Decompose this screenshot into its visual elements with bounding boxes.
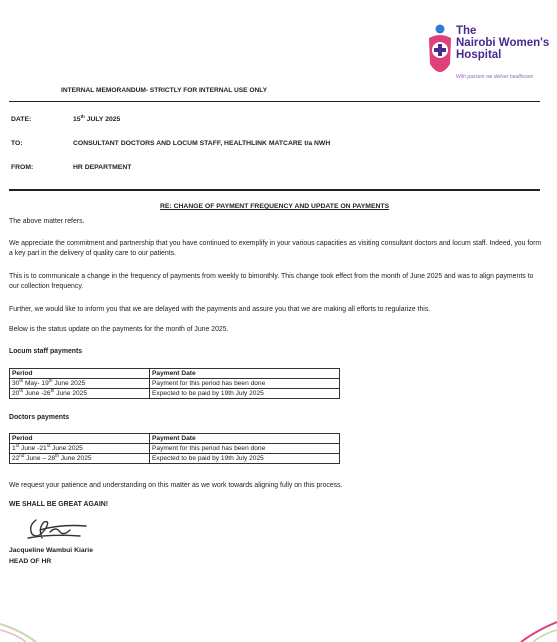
from-value: HR DEPARTMENT <box>73 164 132 171</box>
closing-paragraph: We request your patience and understanding on this matter as we work towards aligning fully on this process. <box>9 482 343 489</box>
date-label: DATE: <box>11 116 32 123</box>
logo-line-1: The <box>456 25 477 37</box>
payment-date-cell: Payment for this period has been done <box>150 379 340 389</box>
from-divider <box>9 189 540 191</box>
payment-date-cell: Expected to be paid by 19th July 2025 <box>150 454 340 464</box>
doctors-section-title: Doctors payments <box>9 414 70 421</box>
paragraph-5: Below is the status update on the payments for the month of June 2025. <box>9 326 229 333</box>
table-header-row <box>10 434 340 444</box>
table-row <box>10 454 340 464</box>
period-cell: 22nd June – 28th June 2025 <box>10 454 150 464</box>
table-header-row <box>10 369 340 379</box>
period-cell: 20th June -26th June 2025 <box>10 389 150 399</box>
column-header-period: Period <box>10 369 150 379</box>
header-divider <box>9 101 540 102</box>
paragraph-1: The above matter refers. <box>9 218 85 225</box>
to-value: CONSULTANT DOCTORS AND LOCUM STAFF, HEALTHLINK MATCARE t/a NWH <box>73 140 331 147</box>
footer-swoosh-right <box>497 618 557 642</box>
locum-payments-table <box>9 368 340 399</box>
period-cell: 1st June -21st June 2025 <box>10 444 150 454</box>
paragraph-4: Further, we would like to inform you that we are delayed with the payments and assure you that we are making all efforts to regularize this. <box>9 306 431 313</box>
logo-line-3: Hospital <box>456 49 502 61</box>
column-header-period: Period <box>10 434 150 444</box>
paragraph-2: We appreciate the commitment and partnership that you have continued to exemplify in your various capacities as visiting consultant doctors and locum staff. Indeed, you form a key part in the delivery of quality care to our patients. <box>9 240 542 257</box>
locum-section-title: Locum staff payments <box>9 348 83 355</box>
column-header-payment-date: Payment Date <box>150 369 340 379</box>
signatory-name: Jacqueline Wambui Kiarie <box>9 547 93 554</box>
signatory-title: HEAD OF HR <box>9 558 52 565</box>
table-row <box>10 379 340 389</box>
signature-icon <box>20 514 92 544</box>
table-row <box>10 389 340 399</box>
from-label: FROM: <box>11 164 34 171</box>
hospital-logo-icon <box>426 24 454 82</box>
table-row <box>10 444 340 454</box>
hospital-name <box>456 25 549 61</box>
payment-date-cell: Payment for this period has been done <box>150 444 340 454</box>
memo-heading: INTERNAL MEMORANDUM- STRICTLY FOR INTERNAL USE ONLY <box>61 87 268 94</box>
logo-line-2: Nairobi Women's <box>456 37 550 49</box>
footer-swoosh-left <box>0 618 60 642</box>
period-cell: 30th May- 19th June 2025 <box>10 379 150 389</box>
slogan: WE SHALL BE GREAT AGAIN! <box>9 501 109 508</box>
subject-line: RE: CHANGE OF PAYMENT FREQUENCY AND UPDATE ON PAYMENTS <box>160 203 390 210</box>
to-label: TO: <box>11 140 23 147</box>
paragraph-3: This is to communicate a change in the frequency of payments from weekly to bimonthly. This change took effect from the month of June 2025 and was to align payments to our collection frequency. <box>9 273 534 290</box>
payment-date-cell: Expected to be paid by 19th July 2025 <box>150 389 340 399</box>
logo-tagline: With passion we deliver healthcare <box>456 74 534 80</box>
column-header-payment-date: Payment Date <box>150 434 340 444</box>
doctors-payments-table <box>9 433 340 464</box>
date-value: 15th JULY 2025 <box>73 114 121 123</box>
